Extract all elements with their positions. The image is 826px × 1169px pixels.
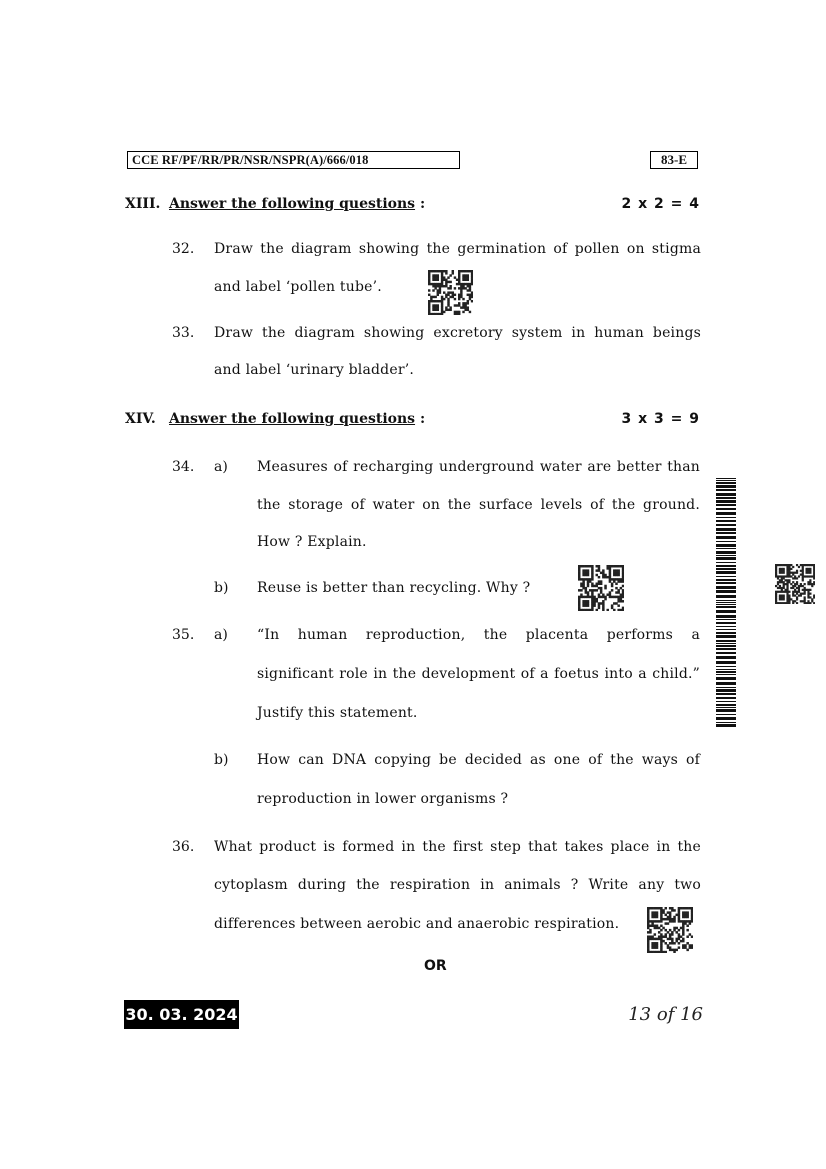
question-text-line: How ? Explain. (257, 534, 367, 550)
or-divider: OR (424, 958, 447, 974)
question-text-line: Draw the diagram showing excretory system in human beings (214, 325, 701, 341)
question-text-line: Draw the diagram showing the germination of pollen on stigma (214, 241, 701, 257)
question-text-line: reproduction in lower organisms ? (257, 791, 509, 807)
question-text-line: How can DNA copying be decided as one of the ways of (257, 752, 700, 768)
question-text-line: Reuse is better than recycling. Why ? (257, 580, 531, 596)
section-colon: : (420, 196, 426, 212)
question-text-line: and label ‘pollen tube’. (214, 279, 382, 295)
side-qr-code-icon (775, 564, 815, 604)
qr-code-icon (578, 565, 624, 611)
question-text-line: the storage of water on the surface levels of the ground. (257, 497, 700, 513)
question-number: 34. (172, 459, 195, 475)
question-text-line: What product is formed in the first step that takes place in the (214, 839, 701, 855)
section-colon: : (420, 411, 426, 427)
question-number: 33. (172, 325, 195, 341)
section-marks: 3 x 3 = 9 (621, 411, 700, 427)
sub-question-label: b) (214, 580, 229, 596)
section-number: XIV. (125, 411, 156, 427)
sub-question-label: a) (214, 459, 228, 475)
section-number: XIII. (125, 196, 161, 212)
section-marks: 2 x 2 = 4 (621, 196, 700, 212)
sub-question-label: a) (214, 627, 228, 643)
paper-code: CCE RF/PF/RR/PR/NSR/NSPR(A)/666/018 (127, 151, 460, 169)
question-number: 35. (172, 627, 195, 643)
question-text-line: differences between aerobic and anaerobic respiration. (214, 916, 620, 932)
qr-code-icon (647, 907, 693, 953)
question-text-line: significant role in the development of a foetus into a child.” (257, 666, 700, 682)
barcode-icon (716, 478, 736, 728)
question-text-line: and label ‘urinary bladder’. (214, 362, 415, 378)
question-text-line: “In human reproduction, the placenta performs a (257, 627, 700, 643)
page-number: 13 of 16 (628, 1004, 703, 1025)
section-title: Answer the following questions (169, 196, 416, 212)
question-text-line: cytoplasm during the respiration in animals ? Write any two (214, 877, 701, 893)
sub-question-label: b) (214, 752, 229, 768)
question-text-line: Justify this statement. (257, 705, 418, 721)
question-number: 36. (172, 839, 195, 855)
qr-code-icon (428, 270, 473, 315)
question-text-line: Measures of recharging underground water are better than (257, 459, 700, 475)
exam-date-badge: 30. 03. 2024 (124, 1000, 239, 1029)
question-number: 32. (172, 241, 195, 257)
section-title: Answer the following questions (169, 411, 416, 427)
paper-number: 83-E (650, 151, 698, 169)
